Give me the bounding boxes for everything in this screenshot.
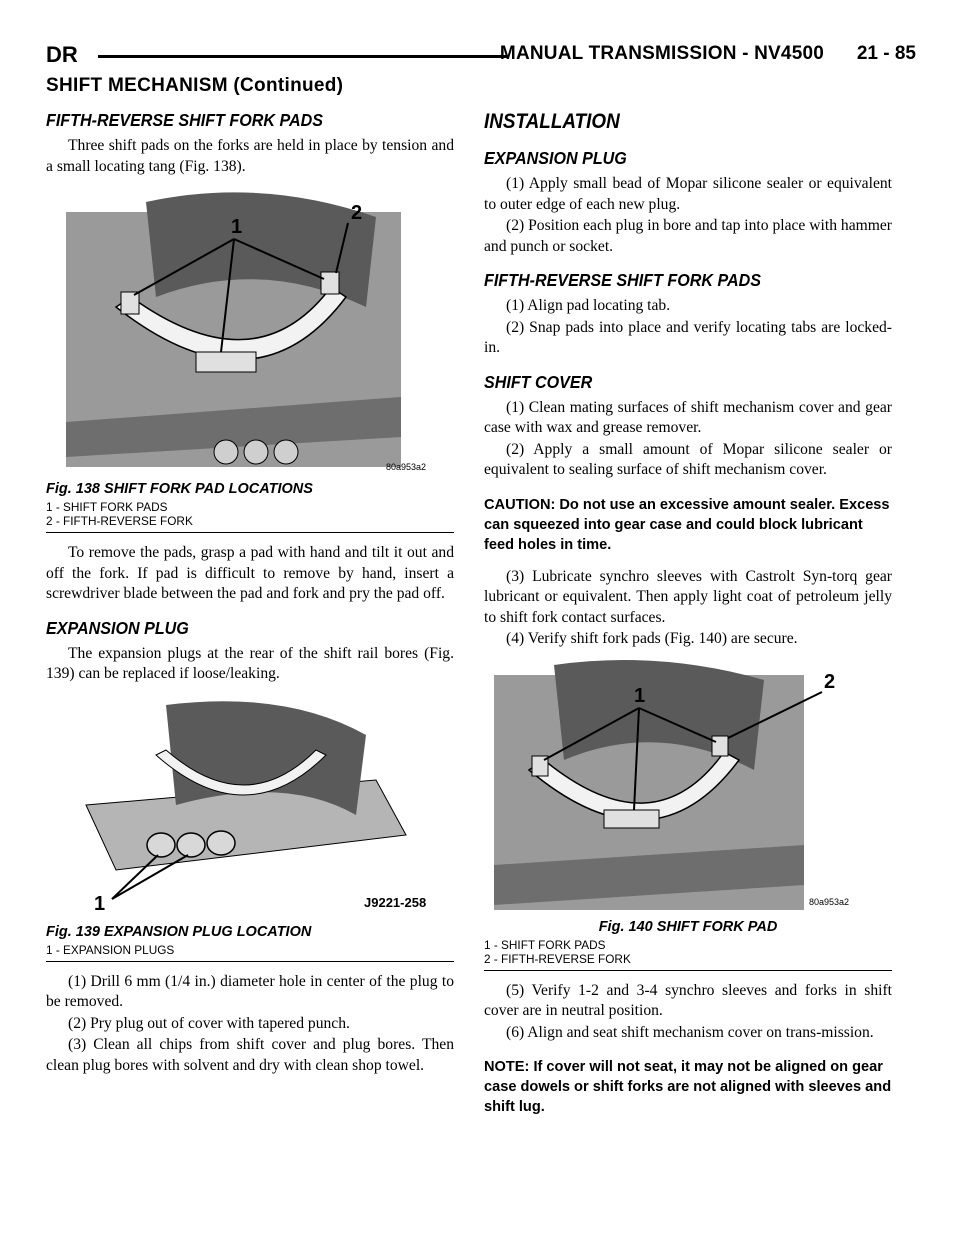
figure-139 — [46, 695, 454, 962]
legend-item: 1 - SHIFT FORK PADS — [46, 500, 168, 514]
shift-fork-pad-illustration — [484, 660, 892, 915]
figure-139-caption: Fig. 139 EXPANSION PLUG LOCATION — [46, 923, 312, 940]
header-model: DR — [46, 42, 78, 67]
left-column — [46, 110, 454, 1076]
figure-138 — [46, 187, 454, 533]
figure-140-caption: Fig. 140 SHIFT FORK PAD — [598, 918, 778, 935]
paragraph-pad-removal: To remove the pads, grasp a pad with hand and tilt it out and off the fork. If pad is difficult to remove by hand, insert a screwdriver blade between the pad and fork and pry the pad off. — [46, 544, 454, 602]
step: (1) Drill 6 mm (1/4 in.) diameter hole in center of the plug to be removed. — [46, 972, 454, 1010]
step: (1) Align pad locating tab. — [506, 297, 671, 314]
callout-1: 1 — [231, 216, 243, 238]
callout-1: 1 — [94, 892, 106, 915]
page-header — [46, 40, 916, 70]
figure-139-legend — [46, 943, 454, 957]
shift-fork-pad-illustration — [46, 187, 454, 477]
header-page-number: 21 - 85 — [856, 43, 916, 64]
figure-138-legend — [46, 500, 454, 528]
rail-bores — [214, 440, 298, 464]
callout-1: 1 — [634, 684, 646, 707]
step: (2) Pry plug out of cover with tapered punch. — [68, 1014, 350, 1032]
legend-item: 1 - SHIFT FORK PADS — [484, 937, 606, 952]
figure-140-legend — [484, 938, 892, 966]
caution-note: CAUTION: Do not use an excessive amount sealer. Excess can squeezed into gear case and could block lubricant feed holes in time. — [484, 496, 890, 553]
heading-fifth-reverse-pads: FIFTH-REVERSE SHIFT FORK PADS — [484, 270, 761, 290]
step: (1) Apply small bead of Mopar silicone sealer or equivalent to outer edge of each new plug. — [484, 175, 892, 213]
fork-pad-left — [121, 292, 139, 314]
callout-2: 2 — [351, 202, 363, 224]
step: (2) Position each plug in bore and tap into place with hammer and punch or socket. — [484, 217, 892, 255]
section-title: SHIFT MECHANISM (Continued) — [46, 75, 344, 96]
paragraph-expansion-intro: The expansion plugs at the rear of the shift rail bores (Fig. 139) can be replaced if loose/leaking. — [46, 644, 454, 682]
legend-item: 2 - FIFTH-REVERSE FORK — [46, 514, 193, 528]
step: (2) Snap pads into place and verify locating tabs are locked-in. — [484, 318, 892, 356]
step: (3) Lubricate synchro sleeves with Castrolt Syn-torq gear lubricant or equivalent. Then apply light coat of petroleum jelly to shift fork contact surfaces. — [484, 567, 892, 626]
fork-pad-center — [196, 352, 256, 372]
heading-fifth-reverse-pads: FIFTH-REVERSE SHIFT FORK PADS — [46, 110, 323, 130]
heading-expansion-plug: EXPANSION PLUG — [484, 148, 627, 168]
heading-installation: INSTALLATION — [484, 110, 620, 133]
step: (3) Clean all chips from shift cover and plug bores. Then clean plug bores with solvent and dry with clean shop towel. — [46, 1036, 454, 1074]
step: (1) Clean mating surfaces of shift mechanism cover and gear case with wax and grease remover. — [484, 398, 892, 436]
step: (2) Apply a small amount of Mopar silicone sealer or equivalent to sealing surface of shift mechanism cover. — [484, 440, 892, 478]
fork-pad-center — [604, 810, 659, 828]
illustration-code: J9221-258 — [364, 894, 427, 910]
legend-item: 1 - EXPANSION PLUGS — [46, 942, 175, 957]
header-title: MANUAL TRANSMISSION - NV4500 — [499, 43, 824, 64]
illustration-code: 80a953a2 — [386, 462, 427, 472]
illustration-code: 80a953a2 — [809, 896, 850, 907]
paragraph-pads-intro: Three shift pads on the forks are held in place by tension and a small locating tang (Fig. 138). — [46, 137, 454, 175]
note: NOTE: If cover will not seat, it may not be aligned on gear case dowels or shift forks are not aligned with sleeves and shift lug. — [484, 1059, 892, 1115]
heading-shift-cover: SHIFT COVER — [484, 371, 593, 392]
fork-pad-right — [321, 272, 339, 294]
figure-138-caption: Fig. 138 SHIFT FORK PAD LOCATIONS — [46, 481, 313, 497]
figure-140 — [484, 660, 892, 971]
step: (6) Align and seat shift mechanism cover on trans-mission. — [506, 1023, 874, 1041]
expansion-plugs — [147, 831, 235, 857]
legend-item: 2 - FIFTH-REVERSE FORK — [484, 951, 631, 966]
step: (5) Verify 1-2 and 3-4 synchro sleeves and forks in shift cover are in neutral position. — [484, 981, 892, 1019]
right-column — [484, 110, 892, 1129]
heading-expansion-plug: EXPANSION PLUG — [46, 617, 189, 638]
header-rule — [98, 55, 508, 58]
fork-pad-right — [712, 736, 728, 756]
callout-2: 2 — [824, 670, 836, 693]
step: (4) Verify shift fork pads (Fig. 140) are secure. — [506, 630, 798, 647]
expansion-plug-illustration — [46, 695, 454, 920]
